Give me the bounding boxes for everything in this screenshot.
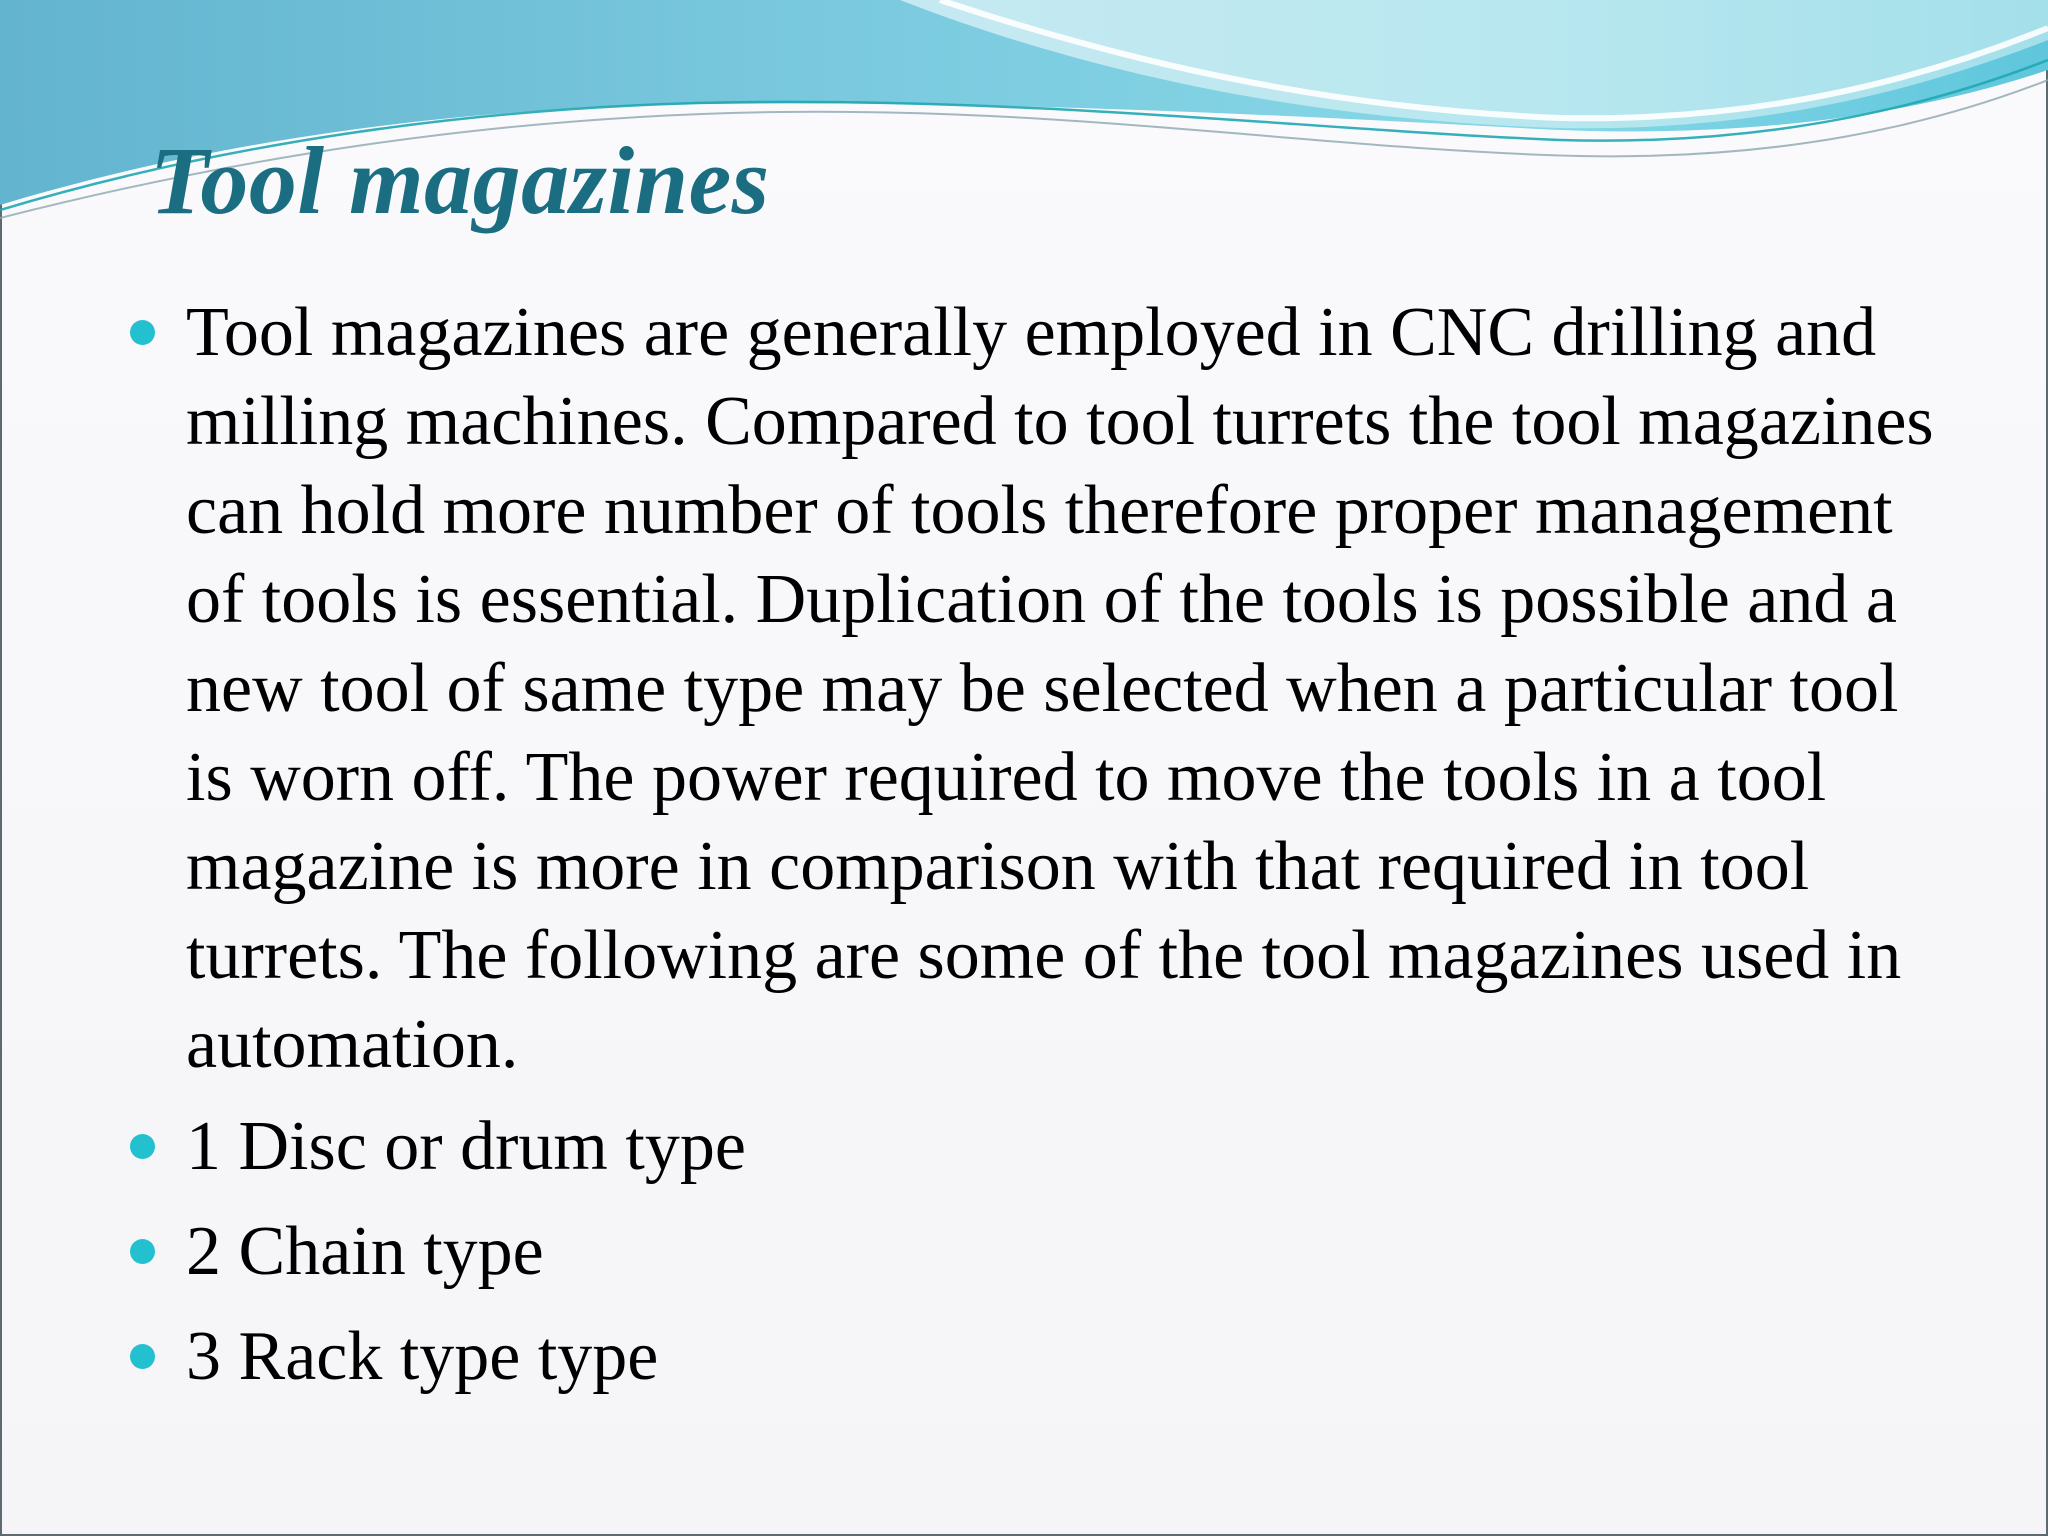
bullet-item-disc-drum	[186, 1102, 1946, 1191]
bullet-text: 1 Disc or drum type	[186, 1108, 746, 1185]
bullet-dot-icon	[130, 1134, 155, 1159]
bullet-text: 2 Chain type	[186, 1213, 544, 1290]
bullet-text: 3 Rack type type	[186, 1318, 659, 1395]
bullet-item-rack	[186, 1312, 1946, 1401]
bullet-item-chain	[186, 1207, 1946, 1296]
bullet-dot-icon	[130, 1344, 155, 1369]
bullet-item-description	[186, 288, 1946, 1089]
bullet-dot-icon	[130, 1239, 155, 1264]
bullet-text: Tool magazines are generally employed in CNC drilling and milling machines. Compared to tool turrets the tool magazines can hold more number of tools therefore proper management of tools is essential. Duplication of the tools is possible and a new tool of same type may be selected when a particular tool is worn off. The power required to move the tools in a tool magazine is more in comparison with that required in tool turrets. The following are some of the tool magazines used in automation.	[186, 294, 1934, 1083]
slide-title: Tool magazines	[150, 127, 770, 234]
bullet-dot-icon	[130, 320, 155, 345]
